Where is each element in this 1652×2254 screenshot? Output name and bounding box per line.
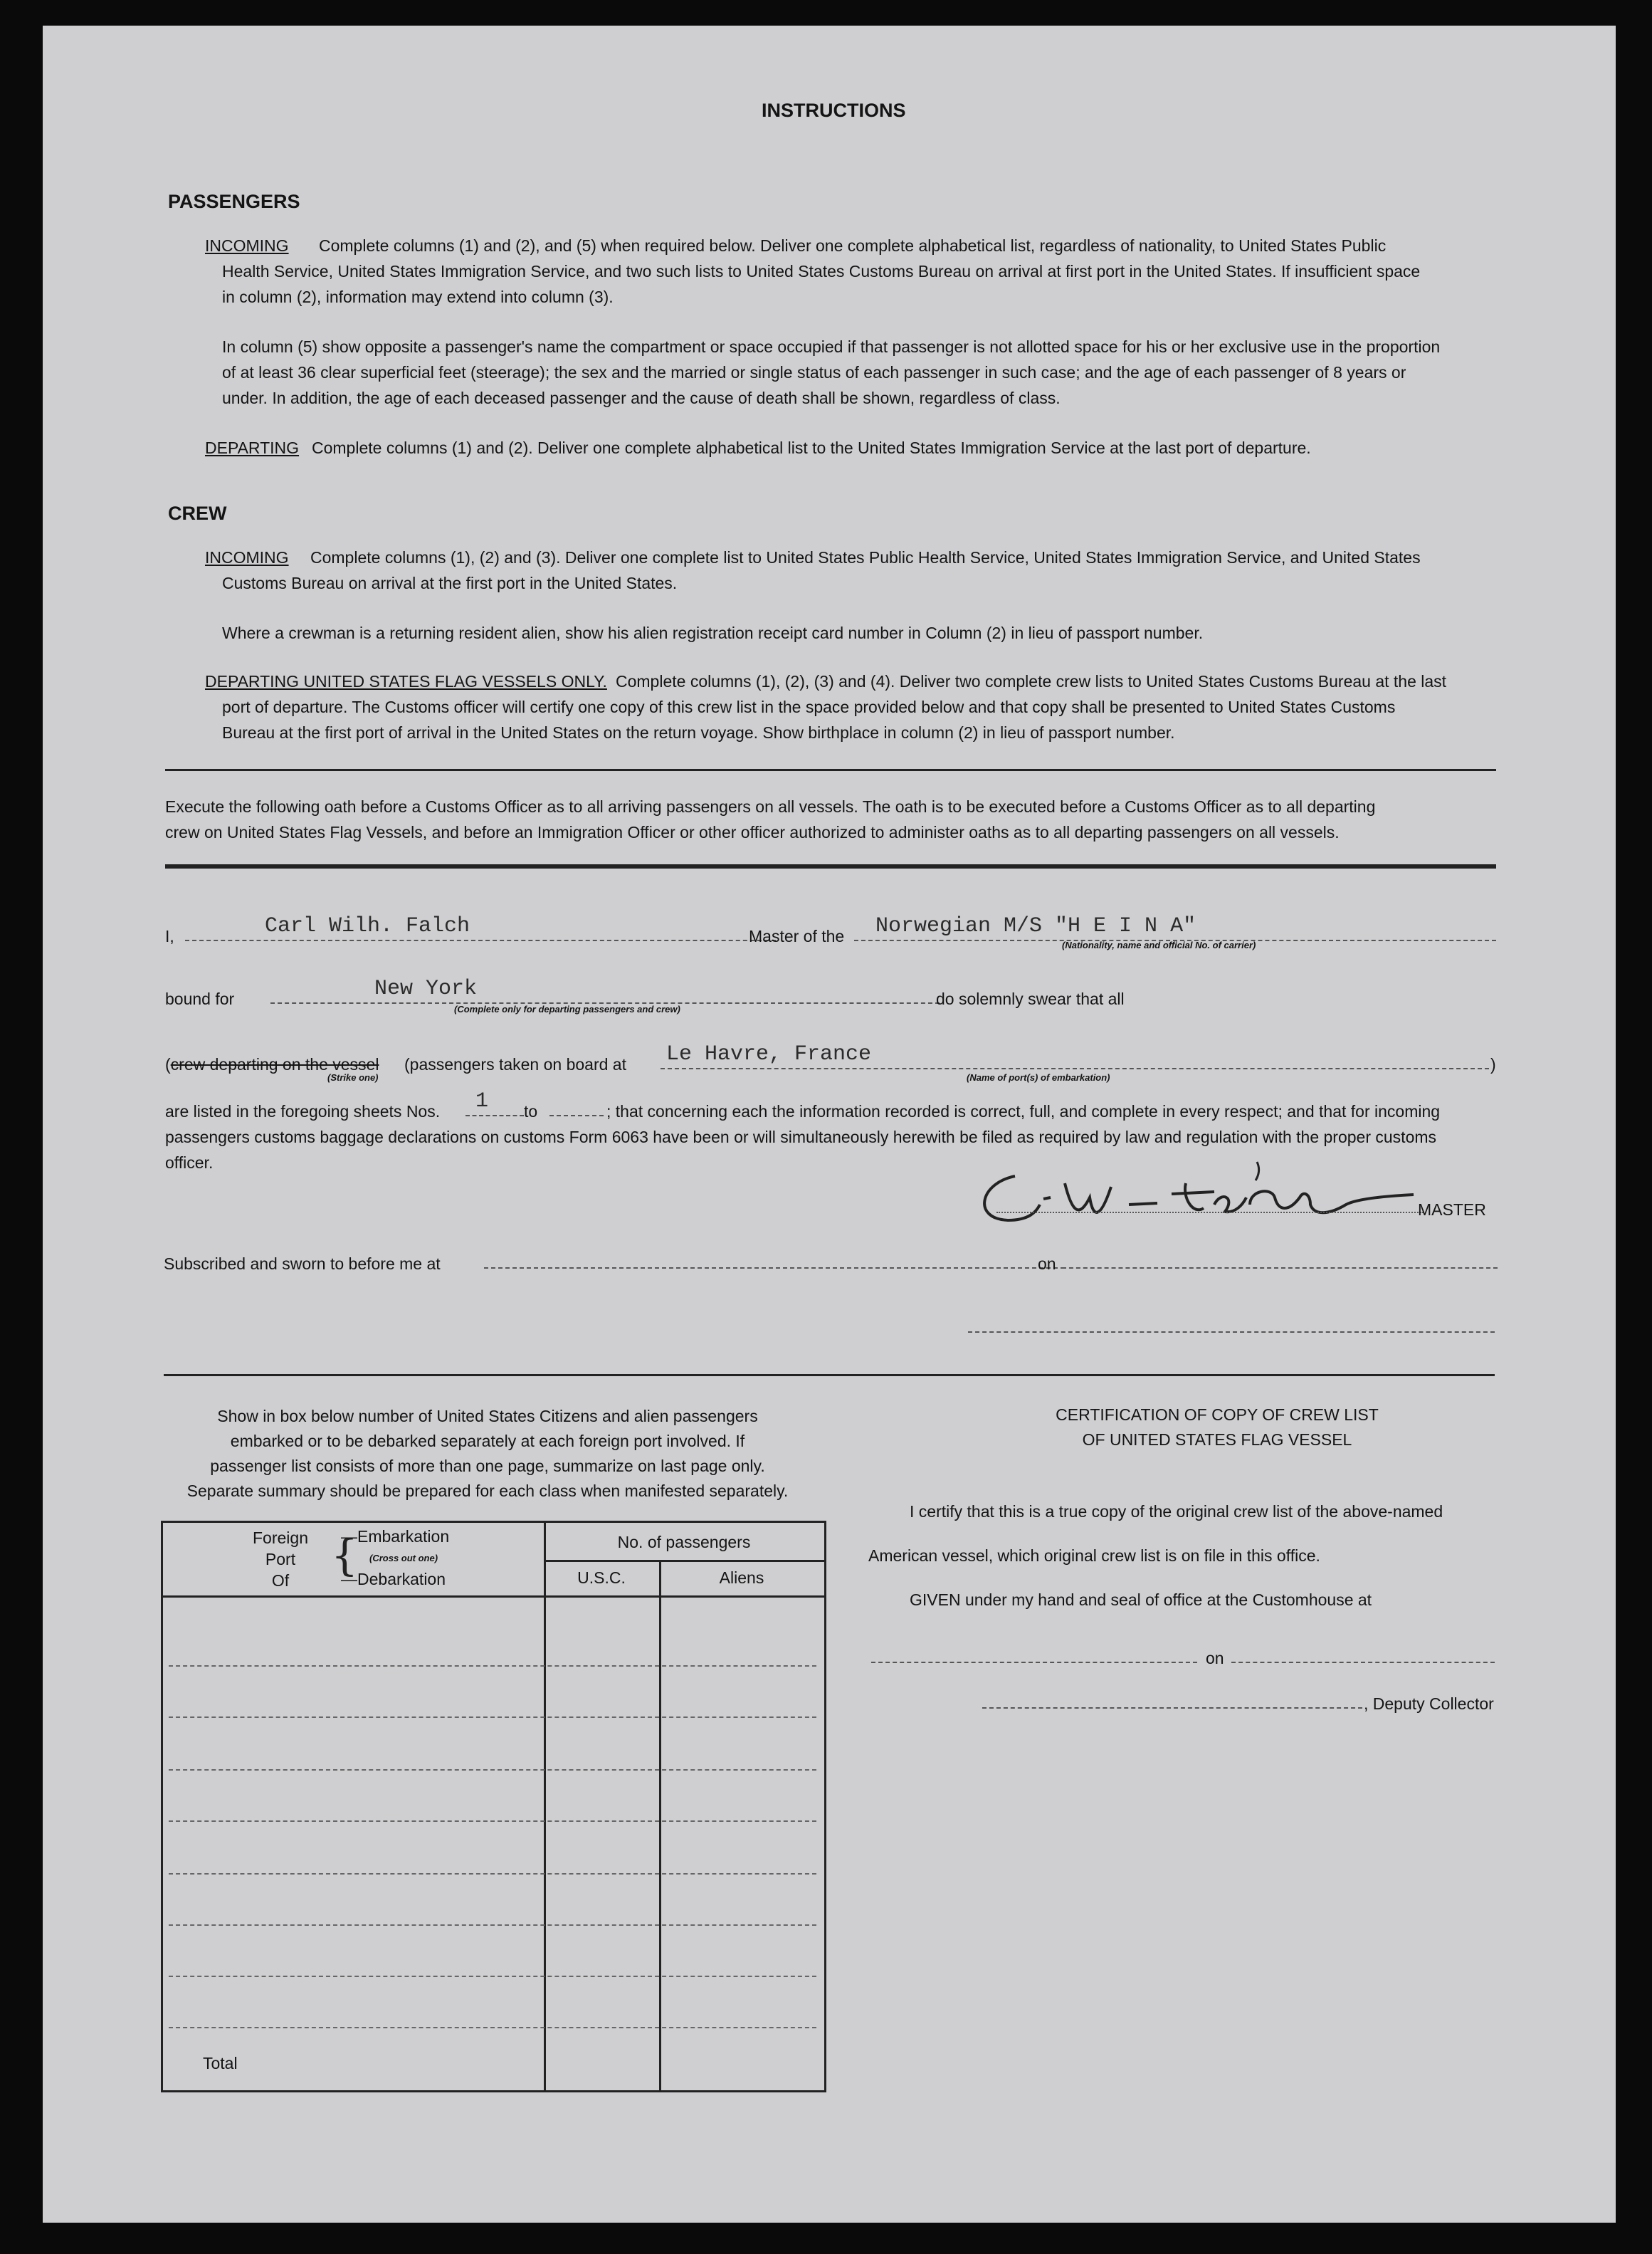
carrier-caption: (Nationality, name and official No. of carrier) (1062, 940, 1256, 950)
crew-departing-struck: crew departing on the vessel (170, 1055, 379, 1074)
aliens-header: Aliens (719, 1568, 764, 1587)
sheet-to-line (549, 1115, 604, 1116)
subscribed-on-label: on (1038, 1254, 1056, 1273)
summary-row-line (169, 1769, 816, 1771)
master-signature-line (996, 1212, 1424, 1213)
passenger-summary-table (161, 1521, 826, 2092)
embark-port: Le Havre, France (666, 1042, 872, 1066)
divider (164, 1374, 1495, 1376)
certification-date-line (1231, 1662, 1495, 1663)
divider (165, 864, 1496, 869)
crew-departing-label: DEPARTING UNITED STATES FLAG VESSELS ONLY. (205, 672, 607, 691)
bound-for-label: bound for (165, 990, 235, 1008)
passengers-incoming-text-3: in column (2), information may extend into column (3). (222, 288, 614, 306)
crew-incoming-text-2: Customs Bureau on arrival at the first port in the United States. (222, 574, 678, 592)
column-divider (659, 1560, 661, 2090)
passengers-heading: PASSENGERS (168, 191, 300, 212)
embarkation-label: —Embarkation (341, 1527, 450, 1546)
summary-intro: Show in box below number of United States Citizens and alien passengers embarked or to be debarked separately at each foreign port involved. If passenger list consists of more than one page, summarize on last page only. Separate summary should be prepared for each class when manifested separately. (186, 1407, 789, 1500)
summary-row-line (169, 1665, 816, 1667)
deputy-collector-signature-line (982, 1707, 1362, 1709)
destination: New York (374, 977, 478, 1001)
crew-resident-text: Where a crewman is a returning resident alien, show his alien registration receipt card number in Column (2) in lieu of passport number. (222, 624, 1204, 642)
oath-i-label: I, (165, 927, 174, 945)
listed-text-3: officer. (165, 1153, 214, 1172)
listed-text-1: ; that concerning each the information recorded is correct, full, and complete in every respect; and that for incoming (606, 1102, 1441, 1121)
column-divider (544, 1523, 546, 2090)
header-divider (544, 1560, 824, 1562)
embark-caption: (Name of port(s) of embarkation) (967, 1072, 1110, 1083)
oath-instructions-line-2: crew on United States Flag Vessels, and before an Immigration Officer or other officer authorized to administer oaths as to all departing passengers on all vessels. (165, 823, 1340, 842)
customhouse-place-line (871, 1662, 1197, 1663)
summary-row-line (169, 2027, 816, 2028)
embark-port-line (661, 1068, 1489, 1069)
foreign-port-of-header: Foreign Port Of (253, 1529, 308, 1590)
officer-signature-line (968, 1331, 1495, 1333)
strike-caption: (Strike one) (327, 1072, 379, 1083)
page-title: INSTRUCTIONS (762, 100, 906, 121)
cross-out-caption: (Cross out one) (369, 1553, 438, 1563)
header-divider (163, 1595, 824, 1598)
form-sheet (43, 26, 1616, 2223)
sheet-from-line (465, 1115, 524, 1116)
listed-text-2: passengers customs baggage declarations on customs Form 6063 have been or will simultaneously herewith be filed as required by law and regulation with the proper customs (165, 1128, 1437, 1146)
divider (165, 769, 1496, 771)
debarkation-label: —Debarkation (341, 1570, 446, 1588)
carrier-name: Norwegian M/S "H E I N A" (875, 914, 1196, 938)
certification-on-label: on (1206, 1649, 1224, 1667)
oath-instructions-line-1: Execute the following oath before a Customs Officer as to all arriving passengers on all vessels. The oath is to be executed before a Customs Officer as to all departing (165, 797, 1376, 816)
master-name-line (185, 940, 776, 941)
master-of-label: Master of the (749, 927, 845, 945)
total-label: Total (203, 2054, 238, 2072)
crew-incoming-label: INCOMING (205, 548, 289, 567)
passengers-departing-label: DEPARTING (205, 439, 300, 457)
subscribed-place-line (484, 1267, 1065, 1269)
to-label: to (524, 1102, 538, 1121)
brace-icon: { (331, 1531, 359, 1581)
crew-incoming-text-1: Complete columns (1), (2) and (3). Deliver one complete list to United States Public Health Service, United States Immigration Service, and United States (310, 548, 1421, 567)
summary-row-line (169, 1873, 816, 1875)
certification-text-3: GIVEN under my hand and seal of office at the Customhouse at (910, 1590, 1372, 1609)
sheet-from: 1 (475, 1089, 489, 1113)
passengers-taken-label: (passengers taken on board at (404, 1055, 626, 1074)
oath-open-paren: (crew departing on the vessel (165, 1055, 379, 1074)
no-passengers-header: No. of passengers (617, 1533, 751, 1551)
passengers-incoming-text-2: Health Service, United States Immigration Service, and two such lists to United States Customs Bureau on arrival at first port in the United States. If insufficient space (222, 262, 1421, 281)
subscribed-label: Subscribed and sworn to before me at (164, 1254, 441, 1273)
listed-label: are listed in the foregoing sheets Nos. (165, 1102, 441, 1121)
deputy-collector-label: , Deputy Collector (1364, 1694, 1494, 1713)
summary-row-line (169, 1924, 816, 1926)
passengers-departing-text: Complete columns (1) and (2). Deliver one complete alphabetical list to the United States Immigration Service at the last port of departure. (312, 439, 1311, 457)
col5-text-1: In column (5) show opposite a passenger's name the compartment or space occupied if that passenger is not allotted space for his or her exclusive use in the proportion (222, 337, 1441, 356)
crew-departing-text-1: Complete columns (1), (2), (3) and (4). Deliver two complete crew lists to United States Customs Bureau at the last (616, 672, 1447, 691)
master-name: Carl Wilh. Falch (265, 914, 470, 938)
summary-row-line (169, 1820, 816, 1822)
master-signature-image (958, 1155, 1456, 1233)
certification-title: CERTIFICATION OF COPY OF CREW LIST OF UNITED STATES FLAG VESSEL (1056, 1405, 1379, 1449)
passengers-incoming-label: INCOMING (205, 236, 289, 255)
summary-row-line (169, 1716, 816, 1718)
destination-caption: (Complete only for departing passengers and crew) (454, 1004, 680, 1015)
col5-text-2: of at least 36 clear superficial feet (steerage); the sex and the married or single status of each passenger in such case; and the age of each passenger of 8 years or (222, 363, 1406, 382)
certification-text-2: American vessel, which original crew list is on file in this office. (868, 1546, 1320, 1565)
certification-text-1: I certify that this is a true copy of the original crew list of the above-named (910, 1502, 1443, 1521)
summary-row-line (169, 1976, 816, 1977)
master-label: MASTER (1418, 1200, 1486, 1219)
oath-close-paren: ) (1490, 1055, 1496, 1074)
subscribed-date-line (1062, 1267, 1498, 1269)
swear-label: do solemnly swear that all (936, 990, 1125, 1008)
crew-departing-text-3: Bureau at the first port of arrival in the United States on the return voyage. Show birthplace in column (2) in lieu of passport number. (222, 723, 1175, 742)
crew-departing-text-2: port of departure. The Customs officer will certify one copy of this crew list in the space provided below and that copy shall be presented to United States Customs (222, 698, 1396, 716)
crew-heading: CREW (168, 503, 227, 524)
usc-header: U.S.C. (577, 1568, 626, 1587)
col5-text-3: under. In addition, the age of each deceased passenger and the cause of death shall be shown, regardless of class. (222, 389, 1061, 407)
passengers-incoming-text-1: Complete columns (1) and (2), and (5) when required below. Deliver one complete alphabetical list, regardless of nationality, to United States Public (319, 236, 1387, 255)
